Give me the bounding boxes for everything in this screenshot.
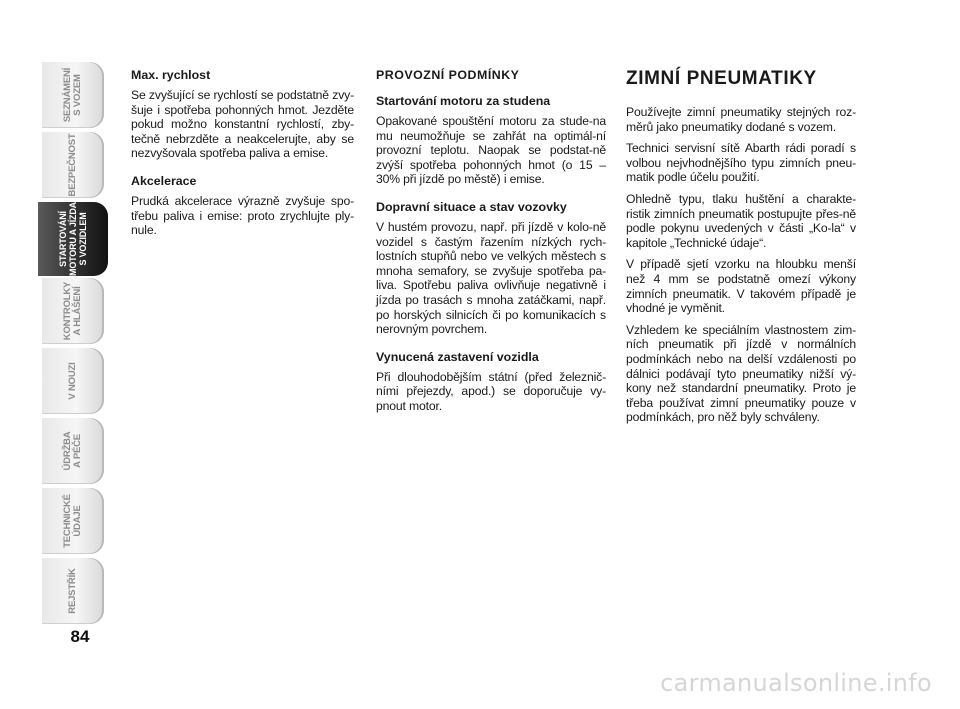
- tab-seznameni-s-vozem[interactable]: [42, 62, 104, 128]
- paragraph: Technici servisní sítě Abarth rádi poradí s volbou nejvhodnějšího typu zimních pneu-matik podle účelu použití.: [626, 141, 856, 185]
- tab-label: ÚDRŽBA A PÉČE: [62, 431, 83, 471]
- watermark: carmanualsonline.info: [660, 669, 932, 697]
- tab-label: STARTOVÁNÍ MOTORU A JÍZDA S VOZIDLEM: [58, 202, 88, 276]
- paragraph: Se zvyšující se rychlostí se podstatně zvy-šuje i spotřeba pohonných hmot. Jezděte pokud možno konstantní rychlostí, zby-tečně nebrzděte a neakcelerujte, aby se nezvyšovala spotřeba paliva a emise.: [131, 88, 354, 161]
- paragraph: Opakované spouštění motoru za stude-na mu neumožňuje se zahřát na optimál-ní provozní teplotu. Naopak se podstat-ně zvýší spotřeba pohonných hmot (o 15 – 30% při jízdě po městě) i emise.: [376, 114, 606, 187]
- tab-label: REJSTŘÍK: [67, 568, 78, 614]
- paragraph: Vzhledem ke speciálním vlastnostem zim-ních pneumatik při jízdě v normálních podmínkách nebo na delší vzdálenosti po dálnici podávají tyto pneumatiky nižší vý-kony než standardní pneumatiky. Proto je třeba používat zimní pneumatiky pouze v podmínkách, pro něž byly schváleny.: [626, 322, 856, 425]
- tab-label: V NOUZI: [67, 362, 78, 400]
- paragraph: Ohledně typu, tlaku huštění a charakte-ristik zimních pneumatik postupujte přes-ně podle pokynu uvedených v části „Ko-la“ v kapitole „Technické údaje“.: [626, 191, 856, 250]
- heading-startovani-za-studena: Startování motoru za studena: [376, 94, 551, 108]
- tab-bezpecnost[interactable]: [42, 132, 104, 198]
- tab-technicke-udaje[interactable]: [42, 488, 104, 554]
- heading-vynucena-zastaveni: Vynucená zastavení vozidla: [376, 349, 539, 364]
- tab-startovani-motoru[interactable]: [38, 202, 108, 276]
- paragraph: V případě sjetí vzorku na hloubku menší než 4 mm se podstatně omezí výkony zimních pneumatik. V takovém případě je vhodné je vyměnit.: [626, 257, 856, 316]
- text-column-3: [626, 68, 856, 432]
- tab-label: BEZPEČNOST: [67, 133, 78, 197]
- tab-udrzba-a-pece[interactable]: [42, 418, 104, 484]
- tab-label: TECHNICKÉ ÚDAJE: [62, 494, 83, 548]
- heading-max-rychlost: Max. rychlost: [131, 68, 211, 82]
- section-title-provozni-podminky: PROVOZNÍ PODMÍNKY: [376, 68, 520, 82]
- page-number: 84: [70, 627, 90, 646]
- paragraph: Prudká akcelerace výrazně zvyšuje spo-třebu paliva i emise: proto zrychlujte ply-nule.: [131, 193, 354, 238]
- heading-akcelerace: Akcelerace: [131, 173, 197, 188]
- page-title: ZIMNÍ PNEUMATIKY: [626, 68, 817, 89]
- heading-dopravni-situace: Dopravní situace a stav vozovky: [376, 199, 567, 214]
- text-column-2: [376, 68, 606, 421]
- tab-v-nouzi[interactable]: [42, 348, 104, 414]
- tab-rejstrik[interactable]: [42, 558, 104, 624]
- paragraph: Při dlouhodobějším státní (před železnič-ními přejezdy, apod.) se doporučuje vy-pnout motor.: [376, 369, 606, 413]
- tab-label: KONTROLKY A HLÁŠENÍ: [62, 281, 83, 341]
- paragraph: V hustém provozu, např. při jízdě v kolo-ně vozidel s častým řazením nízkých rych-lostních stupňů nebo ve velkých městech s mnoha semafory, se zvyšuje spotřeba pa-liva. Spotřebu paliva ovlivňuje negativně i jízda po trasách s mnoha zatáčkami, např. po horských silnicích či po komunikacích s nerovným povrchem.: [376, 219, 606, 337]
- text-column-1: [131, 68, 354, 245]
- tab-label: SEZNÁMENÍ S VOZEM: [62, 67, 83, 123]
- tab-kontrolky-a-hlaseni[interactable]: [42, 278, 104, 344]
- paragraph: Používejte zimní pneumatiky stejných roz-měrů jako pneumatiky dodané s vozem.: [626, 105, 856, 134]
